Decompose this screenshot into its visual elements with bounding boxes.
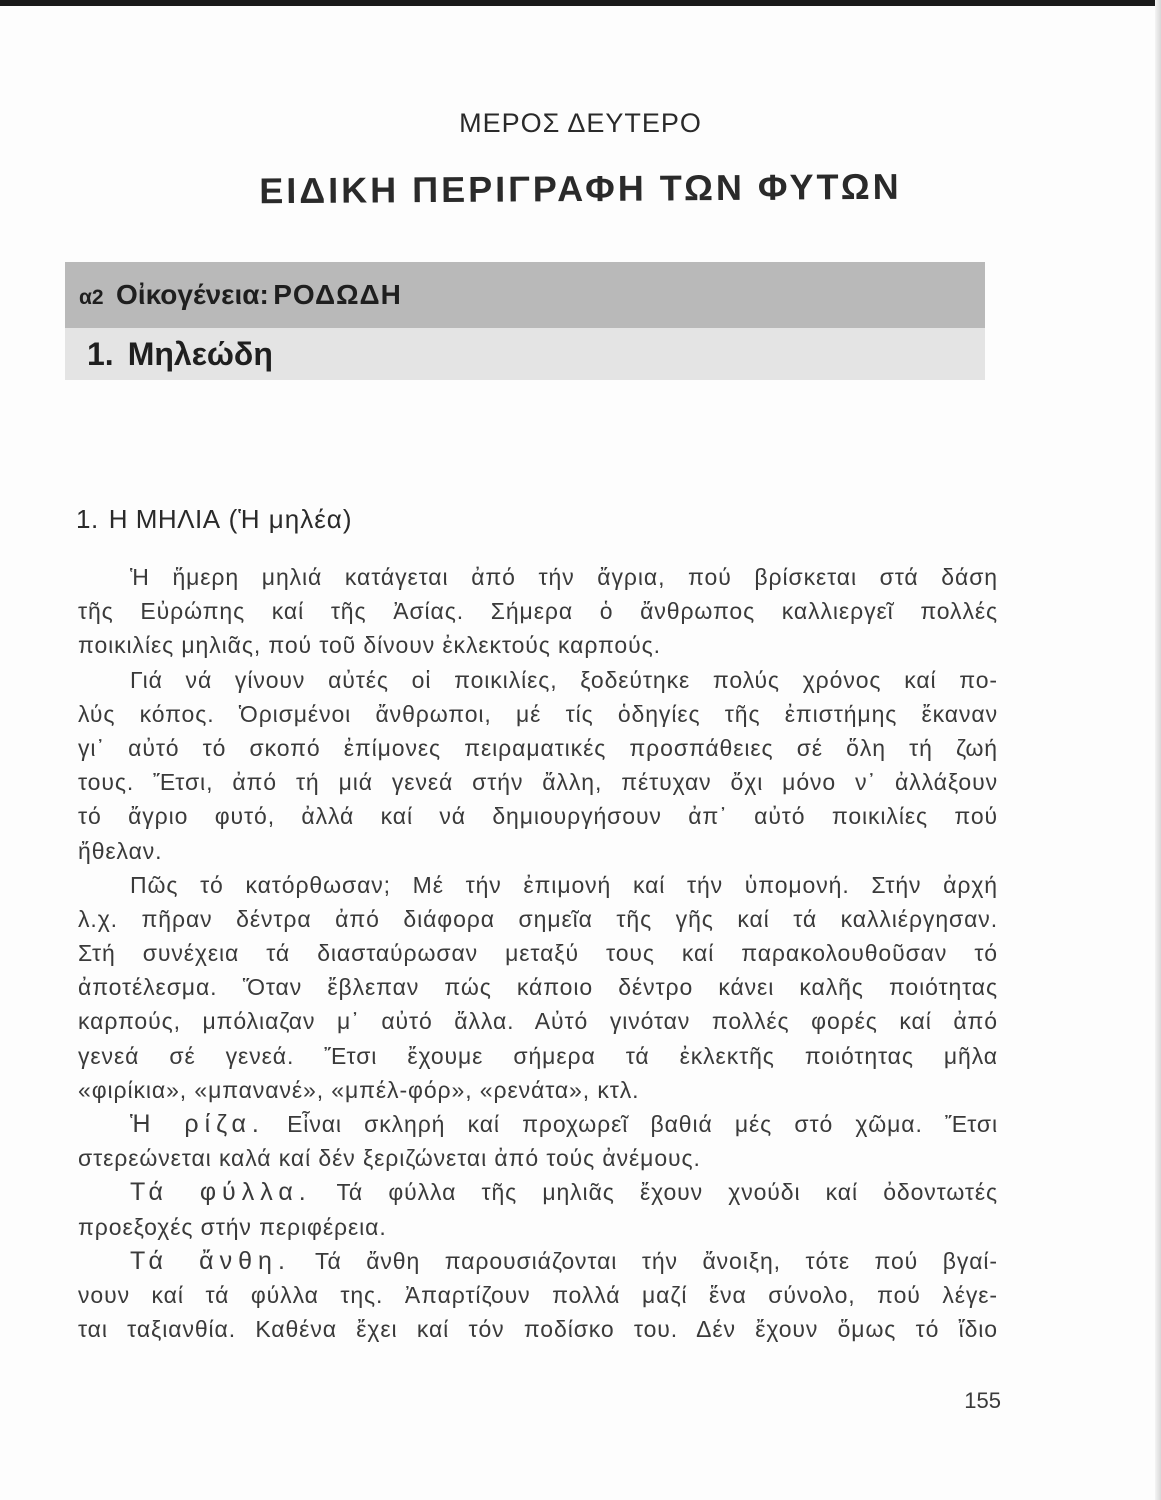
part-heading: ΜΕΡΟΣ ΔΕΥΤΕΡΟ — [459, 108, 702, 138]
page-title: ΕΙΔΙΚΗ ΠΕΡΙΓΡΑΦΗ ΤΩΝ ΦΥΤΩΝ — [259, 165, 902, 212]
page-top-edge — [0, 0, 1161, 6]
term-heading: Τά ἄνθη. — [130, 1246, 291, 1275]
text-line: γι᾿ αὐτό τό σκοπό ἐπίμονες πειραματικές προσπάθειες σέ ὅλη τή ζωή — [78, 734, 998, 761]
text-line: τῆς Εὐρώπης καί τῆς Ἀσίας. Σήμερα ὁ ἄνθρωπος καλλιεργεῖ πολλές — [78, 598, 998, 625]
entry-number: 1. — [76, 504, 99, 534]
text-line: Ἡ ρίζα. Εἶναι σκληρή καί προχωρεῖ βαθιά μές στό χῶμα. Ἔτσι — [130, 1110, 998, 1138]
entry-name: Η ΜΗΛΙΑ — [108, 504, 221, 534]
section-title: Μηλεώδη — [127, 336, 273, 372]
text-line: ἤθελαν. — [78, 837, 163, 864]
text-line: Ἡ ἥμερη μηλιά κατάγεται ἀπό τήν ἄγρια, πού βρίσκεται στά δάση — [130, 564, 998, 590]
text-line: ποικιλίες μηλιᾶς, πού τοῦ δίνουν ἐκλεκτούς καρπούς. — [78, 632, 661, 659]
text-line: ἀποτέλεσμα. Ὅταν ἔβλεπαν πώς κάποιο δέντρο κάνει καλῆς ποιότητας — [78, 974, 998, 1001]
entry-heading — [76, 504, 352, 535]
text-line: Πῶς τό κατόρθωσαν; Μέ τήν ἐπιμονή καί τήν ὑπομονή. Στήν ἀρχή — [130, 871, 998, 898]
family-code: α2 — [79, 286, 104, 309]
page-number: 155 — [964, 1388, 1001, 1413]
text-line: τους. Ἔτσι, ἀπό τή μιά γενεά στήν ἄλλη, πέτυχαν ὄχι μόνο ν᾿ ἀλλάξουν — [78, 769, 998, 796]
text-line: λ.χ. πῆραν δέντρα ἀπό διάφορα σημεῖα τῆς γῆς καί τά καλλιέργησαν. — [78, 905, 998, 932]
body-text — [78, 560, 998, 1346]
text-line: «φιρίκια», «μπανανέ», «μπέλ-φόρ», «ρενάτα», κτλ. — [78, 1076, 640, 1103]
entry-alt-name: (Ἡ μηλέα) — [228, 504, 353, 534]
text-line: Τά φύλλα. Τά φύλλα τῆς μηλιᾶς ἔχουν χνούδι καί ὀδοντωτές — [130, 1178, 998, 1207]
family-banner — [65, 262, 985, 328]
text-line: Γιά νά γίνουν αὐτές οἱ ποικιλίες, ξοδεύτηκε πολύς χρόνος καί πο- — [130, 666, 998, 693]
text-line: γενεά σέ γενεά. Ἔτσι ἔχουμε σήμερα τά ἐκλεκτῆς ποιότητας μῆλα — [78, 1042, 998, 1069]
text-line: λύς κόπος. Ὁρισμένοι ἄνθρωποι, μέ τίς ὁδηγίες τῆς ἐπιστήμης ἔκαναν — [78, 700, 998, 727]
family-name: ΡΟΔΩΔΗ — [273, 279, 402, 310]
text-line: στερεώνεται καλά καί δέν ξεριζώνεται ἀπό τούς ἀνέμους. — [78, 1145, 701, 1172]
text-line: νουν καί τά φύλλα της. Ἀπαρτίζουν πολλά μαζί ἕνα σύνολο, πού λέγε- — [78, 1281, 998, 1308]
term-heading: Ἡ ρίζα. — [130, 1110, 265, 1138]
family-label: Οἰκογένεια: — [116, 279, 269, 310]
text-line: ται ταξιανθία. Καθένα ἔχει καί τόν ποδίσκο του. Δέν ἔχουν ὅμως τό ἴδιο — [78, 1316, 998, 1343]
text-line: Στή συνέχεια τά διασταύρωσαν μεταξύ τους καί παρακολουθοῦσαν τό — [78, 940, 998, 967]
section-number: 1. — [87, 336, 114, 372]
section-banner — [65, 328, 985, 380]
text-line: προεξοχές στήν περιφέρεια. — [78, 1213, 387, 1240]
text-line: Τά ἄνθη. Τά ἄνθη παρουσιάζονται τήν ἄνοιξη, τότε πού βγαί- — [130, 1246, 998, 1275]
text-line: τό ἄγριο φυτό, ἀλλά καί νά δημιουργήσουν ἀπ᾿ αὐτό ποικιλίες πού — [78, 803, 998, 830]
page-right-edge — [1155, 0, 1161, 1500]
term-heading: Τά φύλλα. — [130, 1178, 312, 1207]
text-line: καρπούς, μπόλιαζαν μ᾿ αὐτό ἄλλα. Αὐτό γινόταν πολλές φορές καί ἀπό — [78, 1008, 998, 1035]
